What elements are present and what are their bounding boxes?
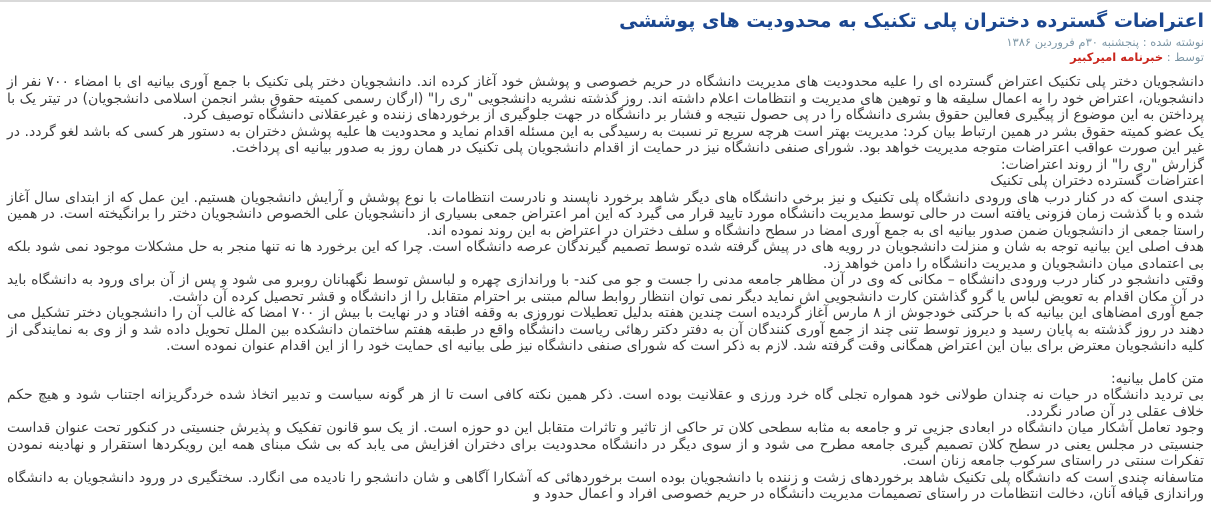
article-paragraph: یک عضو کمیته حقوق بشر در همین ارتباط بیان کرد: مدیریت بهتر است هرچه سریع تر نسبت به رسیدگی به این مسئله اقدام نماید و محدودیت ها علیه پوشش دختران به دستور هر کسی که باشد لغو گردد. در غیر این صورت عواقب اعتراضات متوجه مدیریت خواهد بود. شورای صنفی دانشگاه نیز در حمایت از اقدام دانشجویان پلی تکنیک در همان روز به صدور بیانیه ای پرداخت. — [7, 123, 1204, 156]
author-prefix: توسط : — [1163, 50, 1204, 64]
article-paragraph: دانشجویان دختر پلی تکنیک اعتراض گسترده ای را علیه محدودیت های مدیریت دانشگاه در حریم خصوصی و پوشش خود آغاز کرده اند. دانشجویان دختر پلی تکنیک با جمع آوری بیانیه ای با امضاء ۷۰۰ نفر از دانشجویان، اعتراض خود را به اعمال سلیقه ها و توهین های مدیریت و انتظامات اعلام داشته اند. روز گذشته نشریه دانشجویی "ری را" (ارگان رسمی کمیته حقوق بشر انجمن اسلامی دانشجویان) در تیتر یک با پرداختن به این موضوع از پیگیری فعالین حقوق بشری دانشگاه را در پی حصول نتیجه و فشار بر دانشگاه در جهت جلوگیری از برخوردهای زننده و غیرعقلانی دانشگاه توصیف کرد. — [7, 74, 1204, 123]
article-paragraph: چندی است که در کنار درب های ورودی دانشگاه پلی تکنیک و نیز برخی دانشگاه های دیگر شاهد برخورد ناپسند و نادرست انتظامات با نوع پوشش و آرایش دانشجویان هستیم. این عمل که از ابتدای سال آغاز شده و با گذشت زمان فزونی یافته است در حالی توسط مدیریت دانشگاه مورد تایید قرار می گیرد که این امر اعتراض جمعی بسیاری از دانشجویان علی الخصوص دانشجویان دختر را برانگیخته است. در همین راستا جمعی از دانشجویان ضمن صدور بیانیه ای به جمع آوری امضا در سطح دانشگاه و سلف دختران در اعتراض به این روند نموده اند. — [7, 189, 1204, 239]
article-paragraph: گزارش "ری را" از روند اعتراضات: — [1000, 156, 1204, 173]
article-paragraph: متن کامل بیانیه: — [1110, 370, 1204, 387]
article-paragraph: جمع آوری امضاهای این بیانیه که با حرکتی خودجوش از ۸ مارس آغاز گردیده است چندین هفته بدلیل تعطیلات نوروزی به وقفه افتاد و در نهایت با بیش از ۷۰۰ امضا که غالب آن را دانشجویان دختر تشکیل می دهند در روز گذشته به پایان رسید و دیروز توسط تنی چند از جمع آوری کنندگان آن به دفتر دکتر رهائی ریاست دانشگاه واقع در طبقه هفتم ساختمان دانشکده بین الملل تحویل داده شد و از وی به نمایندگی از کلیه دانشجویان معترض برای بیان این اعتراض همگانی وقت گرفته شد. لازم به ذکر است که شورای صنفی دانشگاه نیز طی بیانیه ای حمایت خود را از این اقدام عنوان نموده است. — [7, 305, 1204, 354]
article-body — [7, 74, 1204, 503]
article-paragraph: بی تردید دانشگاه در حیات نه چندان طولانی خود همواره تجلی گاه خرد ورزی و عقلانیت بوده است. ذکر همین نکته کافی است تا از هر گونه سیاست و تدبیر اتخاذ شده خردگریزانه اجتناب شود و هیچ حکم خلاف عقلی در آن صادر نگردد. — [7, 387, 1204, 420]
article-paragraph: هدف اصلی این بیانیه توجه به شان و منزلت دانشجویان در رویه های در پیش گرفته شده توسط تصمیم گیرندگان عرصه دانشگاه است. چرا که این برخورد ها نه تنها منجر به حل مشکلات موجود نمی شود بلکه بی اعتمادی میان دانشجویان و مدیریت دانشگاه را دامن خواهد زد. — [7, 239, 1204, 272]
post-author-line — [7, 50, 1204, 65]
post-date — [7, 35, 1204, 50]
article-paragraph: اعتراضات گسترده دختران پلی تکنیک — [990, 173, 1204, 189]
article-paragraph: وجود تعامل آشکار میان دانشگاه در ابعادی جزیی تر و جامعه به مثابه سطحی کلان تر حاکی از تاثیر و تاثرات متقابل این دو حوزه است. از یک سو قانون تفکیک و پذیرش جنسیتی در کنکور تحت عنوان قداست جنسیتی در مجلس یعنی در سطح کلان تصمیم گیری جامعه مطرح می شود و از سوی دیگر در دانشگاه محدودیت برای دختران افزایش می یابد که بی شک مبنای همه این رویکردها استقرار و نهادینه نمودن تفکرات سنتی در راستای سرکوب جامعه زنان است. — [7, 420, 1204, 469]
post-title-link[interactable]: اعتراضات گسترده دختران پلی تکنیک به محدودیت های پوششی — [619, 10, 1204, 32]
post-page — [0, 2, 1211, 503]
article-paragraph: متاسفانه چندی است که دانشگاه پلی تکنیک شاهد برخوردهای زشت و زننده با دانشجویان بوده است برخوردهائی که آشکارا آگاهی و شان دانشجو را نادیده می انگارد. سختگیری در ورود دانشجویان به دانشگاه وراندازی قیافه آنان، دخالت انتظامات در راستای تصمیمات مدیریت دانشگاه در حریم خصوصی افراد و اعمال حدود و — [7, 469, 1204, 502]
post-meta — [7, 35, 1204, 65]
author-link[interactable]: خبرنامه امیرکبیر — [1070, 50, 1164, 64]
article-paragraph: وقتی دانشجو در کنار درب ورودی دانشگاه – مکانی که وی در آن مظاهر جامعه مدنی را جست و جو می کند- با وراندازی چهره و لباسش توسط نگهبانان روبرو می شود و پس از آن برای ورود به دانشگاه باید در آن مکان اقدام به تعویض لباس یا گرو گذاشتن کارت دانشجویی اش نماید دیگر نمی توان انتظار روابط سالم مبتنی بر احترام متقابل را از دانشگاه و قشر تحصیل کرده آن داشت. — [7, 272, 1204, 305]
post-date-text: نوشته شده : پنجشنبه ۳۰م فروردین ۱۳۸۶ — [1006, 35, 1204, 49]
